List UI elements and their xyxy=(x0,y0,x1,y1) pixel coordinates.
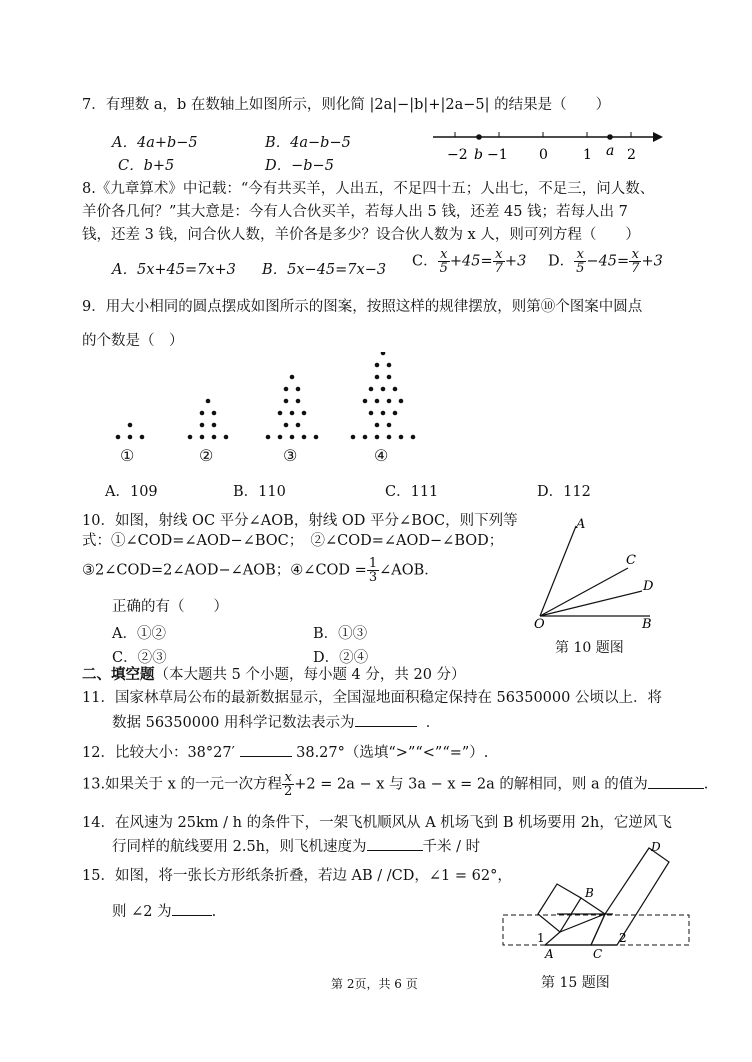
q9-option-c: C．111 xyxy=(385,484,439,500)
q15-answer-blank[interactable] xyxy=(172,901,212,916)
pattern-4-dot xyxy=(381,352,386,355)
pattern-3-dot xyxy=(314,435,319,440)
q8-d-mid: −45= xyxy=(586,253,630,270)
label-point-o: O xyxy=(534,617,545,632)
q11-line2-text: 数据 56350000 用科学记数法表示为 xyxy=(112,715,355,731)
pattern-2-dot xyxy=(200,423,205,428)
pattern-3-dot xyxy=(266,435,271,440)
folded-flap-right xyxy=(591,848,669,945)
q8-c-prefix: C． xyxy=(412,253,438,270)
q10-line3-pre: ③2∠COD=2∠AOD−∠AOB；④∠COD = xyxy=(82,562,367,579)
q9-option-d: D．112 xyxy=(537,484,591,500)
pattern-4-dot xyxy=(375,399,380,404)
q7-stem: 7．有理数 a，b 在数轴上如图所示，则化简 |2a|−|b|+|2a−5| 的结果是（ ） xyxy=(82,97,611,113)
pattern-2-dot xyxy=(212,435,217,440)
label-angle-1: 1 xyxy=(537,931,545,945)
page-footer: 第 2页，共 6 页 xyxy=(331,977,418,991)
pattern-4-dot xyxy=(387,435,392,440)
point-a xyxy=(607,134,613,140)
pattern-label-2: ② xyxy=(199,446,214,465)
q14-line1: 14．在风速为 25km / h 的条件下，一架飞机顺风从 A 机场飞到 B 机场要用 2h，它逆风飞 xyxy=(82,815,672,831)
pattern-1-dot xyxy=(128,435,133,440)
pattern-3-dot xyxy=(296,399,301,404)
pattern-label-3: ③ xyxy=(283,446,298,465)
q9-option-b: B．110 xyxy=(233,484,286,500)
q10-line4: 正确的有（ ） xyxy=(112,599,228,615)
edge-b-right xyxy=(581,898,605,914)
label-angle-2: 2 xyxy=(619,931,627,945)
q7-option-b: B．4a−b−5 xyxy=(265,135,351,151)
folded-strip-figure xyxy=(495,838,700,970)
q10-fraction: $\frac{1}{3}$ xyxy=(368,556,378,585)
pattern-4-dot xyxy=(387,363,392,368)
q9-option-a: A．109 xyxy=(105,484,158,500)
q10-line2: 式：①∠COD=∠AOD−∠BOC； ②∠COD=∠AOD−∠BOD； xyxy=(82,533,504,549)
q8-line1: 8.《九章算术》中记载：“今有共买羊，人出五，不足四十五；人出七，不足三，问人数、 xyxy=(82,181,655,197)
q13-pre: 13.如果关于 x 的一元一次方程 xyxy=(82,776,282,793)
pattern-4-dot xyxy=(387,399,392,404)
ray-oa xyxy=(540,526,576,616)
pattern-4-dot xyxy=(381,411,386,416)
pattern-3-dot xyxy=(284,399,289,404)
q14-line2 xyxy=(112,836,480,857)
q8-c-post: +3 xyxy=(504,253,527,270)
q12-pre: 12．比较大小：38°27′ xyxy=(82,745,235,761)
pattern-4-dot xyxy=(393,387,398,392)
pattern-2-dot xyxy=(206,399,211,404)
q7-option-d: D．−b−5 xyxy=(265,158,334,174)
q15-line2-pre: 则 ∠2 为 xyxy=(112,904,172,920)
q7-option-c: C．b+5 xyxy=(118,158,175,174)
q8-d-frac2: $\frac{x}{7}$ xyxy=(631,247,640,276)
section-2-header xyxy=(82,665,466,685)
q10-caption: 第 10 题图 xyxy=(555,640,624,656)
q10-option-d: D．②④ xyxy=(313,650,369,666)
q8-option-c xyxy=(412,248,526,275)
pattern-4-dot xyxy=(399,399,404,404)
q8-option-d xyxy=(548,248,663,275)
pattern-4-dot xyxy=(387,423,392,428)
pattern-1-dot xyxy=(140,435,145,440)
pattern-3-dot xyxy=(302,435,307,440)
label-1: 1 xyxy=(583,147,592,163)
q8-d-frac1: $\frac{x}{5}$ xyxy=(576,247,585,276)
label-a: A xyxy=(545,947,554,961)
pattern-1-dot xyxy=(128,423,133,428)
q13-fraction: $\frac{x}{2}$ xyxy=(283,770,293,799)
pattern-4-dot xyxy=(363,435,368,440)
label-point-a: A xyxy=(576,517,586,532)
q12-line xyxy=(82,742,488,763)
q11-answer-blank[interactable] xyxy=(355,712,417,727)
label-point-c: C xyxy=(626,553,636,568)
pattern-3-dot xyxy=(290,411,295,416)
pattern-3-dot xyxy=(302,411,307,416)
angle-figure xyxy=(530,512,660,632)
pattern-2-dot xyxy=(200,411,205,416)
pattern-4-dot xyxy=(399,435,404,440)
pattern-3-dot xyxy=(284,423,289,428)
q12-answer-blank[interactable] xyxy=(240,742,292,757)
ray-od xyxy=(540,591,642,616)
q11-line2 xyxy=(112,712,440,733)
label-minus1: −1 xyxy=(487,147,508,163)
q9-line1: 9．用大小相同的圆点摆成如图所示的图案，按照这样的规律摆放，则第⑩个图案中圆点 xyxy=(82,299,643,315)
strip-middle xyxy=(545,914,605,945)
q10-option-c: C．②③ xyxy=(112,650,167,666)
q15-line2 xyxy=(112,901,216,922)
section-2-note: （本大题共 5 个小题，每小题 4 分，共 20 分） xyxy=(154,667,466,683)
pattern-label-1: ① xyxy=(120,446,135,465)
label-b: B xyxy=(585,886,594,900)
label-minus2: −2 xyxy=(447,147,468,163)
pattern-4-dot xyxy=(387,375,392,380)
q10-line3-post: ∠AOB． xyxy=(379,562,439,579)
q7-option-a: A．4a+b−5 xyxy=(112,135,198,151)
section-2-title: 二、填空题 xyxy=(82,666,155,683)
q14-answer-blank[interactable] xyxy=(367,836,423,851)
q8-c-frac2: $\frac{x}{7}$ xyxy=(494,247,503,276)
q8-option-b: B．5x−45=7x−3 xyxy=(262,262,387,278)
q8-c-frac1: $\frac{x}{5}$ xyxy=(439,247,448,276)
pattern-2-dot xyxy=(200,435,205,440)
pattern-2-dot xyxy=(188,435,193,440)
label-2: 2 xyxy=(627,147,636,163)
label-point-b: B xyxy=(642,617,652,632)
q12-mid: 38.27°（选填“>”“<”“=”）. xyxy=(296,745,489,761)
q8-line2: 羊价各几何？”其大意是：今有人合伙买羊，若每人出 5 钱，还差 45 钱；若每人出 7 xyxy=(82,204,628,220)
pattern-3-dot xyxy=(290,375,295,380)
q13-tail: . xyxy=(703,776,709,793)
q10-line3 xyxy=(82,557,439,584)
pattern-4-dot xyxy=(375,363,380,368)
pattern-1-dot xyxy=(116,435,121,440)
q8-d-prefix: D． xyxy=(548,253,575,270)
pattern-3-dot xyxy=(278,435,283,440)
pattern-4-dot xyxy=(375,435,380,440)
q15-line1: 15．如图，将一张长方形纸条折叠，若边 AB / /CD，∠1 = 62°， xyxy=(82,868,512,884)
pattern-4-dot xyxy=(393,411,398,416)
q10-option-b: B．①③ xyxy=(313,626,368,642)
dot-pattern-figure xyxy=(100,352,440,467)
q13-answer-blank[interactable] xyxy=(648,774,704,789)
label-b: b xyxy=(474,147,483,163)
pattern-3-dot xyxy=(278,411,283,416)
q8-line3: 钱，还差 3 钱，问合伙人数，羊价各是多少？设合伙人数为 x 人，则可列方程（ ） xyxy=(82,227,640,243)
q15-caption: 第 15 题图 xyxy=(541,975,610,991)
q8-d-post: +3 xyxy=(641,253,663,270)
point-b xyxy=(476,134,482,140)
pattern-3-dot xyxy=(296,387,301,392)
number-line-arrow xyxy=(653,132,663,142)
pattern-4-dot xyxy=(381,387,386,392)
q8-c-mid: +45= xyxy=(449,253,493,270)
q14-line2-post: 千米 / 时 xyxy=(422,839,481,855)
pattern-4-dot xyxy=(411,435,416,440)
pattern-4-dot xyxy=(375,375,380,380)
pattern-4-dot xyxy=(369,411,374,416)
q8-option-a: A．5x+45=7x+3 xyxy=(112,262,236,278)
q10-option-a: A．①② xyxy=(112,626,166,642)
q9-line2: 的个数是（ ） xyxy=(82,333,184,349)
label-0: 0 xyxy=(539,147,548,163)
q14-line2-pre: 行同样的航线要用 2.5h，则飞机速度为 xyxy=(112,839,367,855)
label-d: D xyxy=(651,840,661,854)
pattern-4-dot xyxy=(369,387,374,392)
pattern-4-dot xyxy=(375,423,380,428)
pattern-2-dot xyxy=(212,423,217,428)
pattern-2-dot xyxy=(224,435,229,440)
q13-mid: +2 = 2a − x 与 3a − x = 2a 的解相同，则 a 的值为 xyxy=(294,776,648,793)
label-point-d: D xyxy=(643,579,654,594)
label-c: C xyxy=(593,947,603,961)
q11-tail: ． xyxy=(425,715,441,731)
pattern-2-dot xyxy=(212,411,217,416)
folded-flap-left xyxy=(538,884,581,932)
q11-line1: 11．国家林草局公布的最新数据显示，全国湿地面积稳定保持在 56350000 公顷以上．将 xyxy=(82,690,662,706)
pattern-4-dot xyxy=(351,435,356,440)
original-strip-dashed xyxy=(503,915,689,945)
pattern-3-dot xyxy=(290,435,295,440)
pattern-label-4: ④ xyxy=(374,446,389,465)
pattern-4-dot xyxy=(363,399,368,404)
label-a: a xyxy=(606,143,615,159)
number-line-figure xyxy=(425,126,665,166)
q10-line1: 10．如图，射线 OC 平分∠AOB，射线 OD 平分∠BOC，则下列等 xyxy=(82,513,518,529)
ray-oc xyxy=(540,568,628,616)
q15-line2-post: . xyxy=(211,904,217,920)
q13-line xyxy=(82,771,708,798)
pattern-3-dot xyxy=(296,423,301,428)
pattern-3-dot xyxy=(284,387,289,392)
